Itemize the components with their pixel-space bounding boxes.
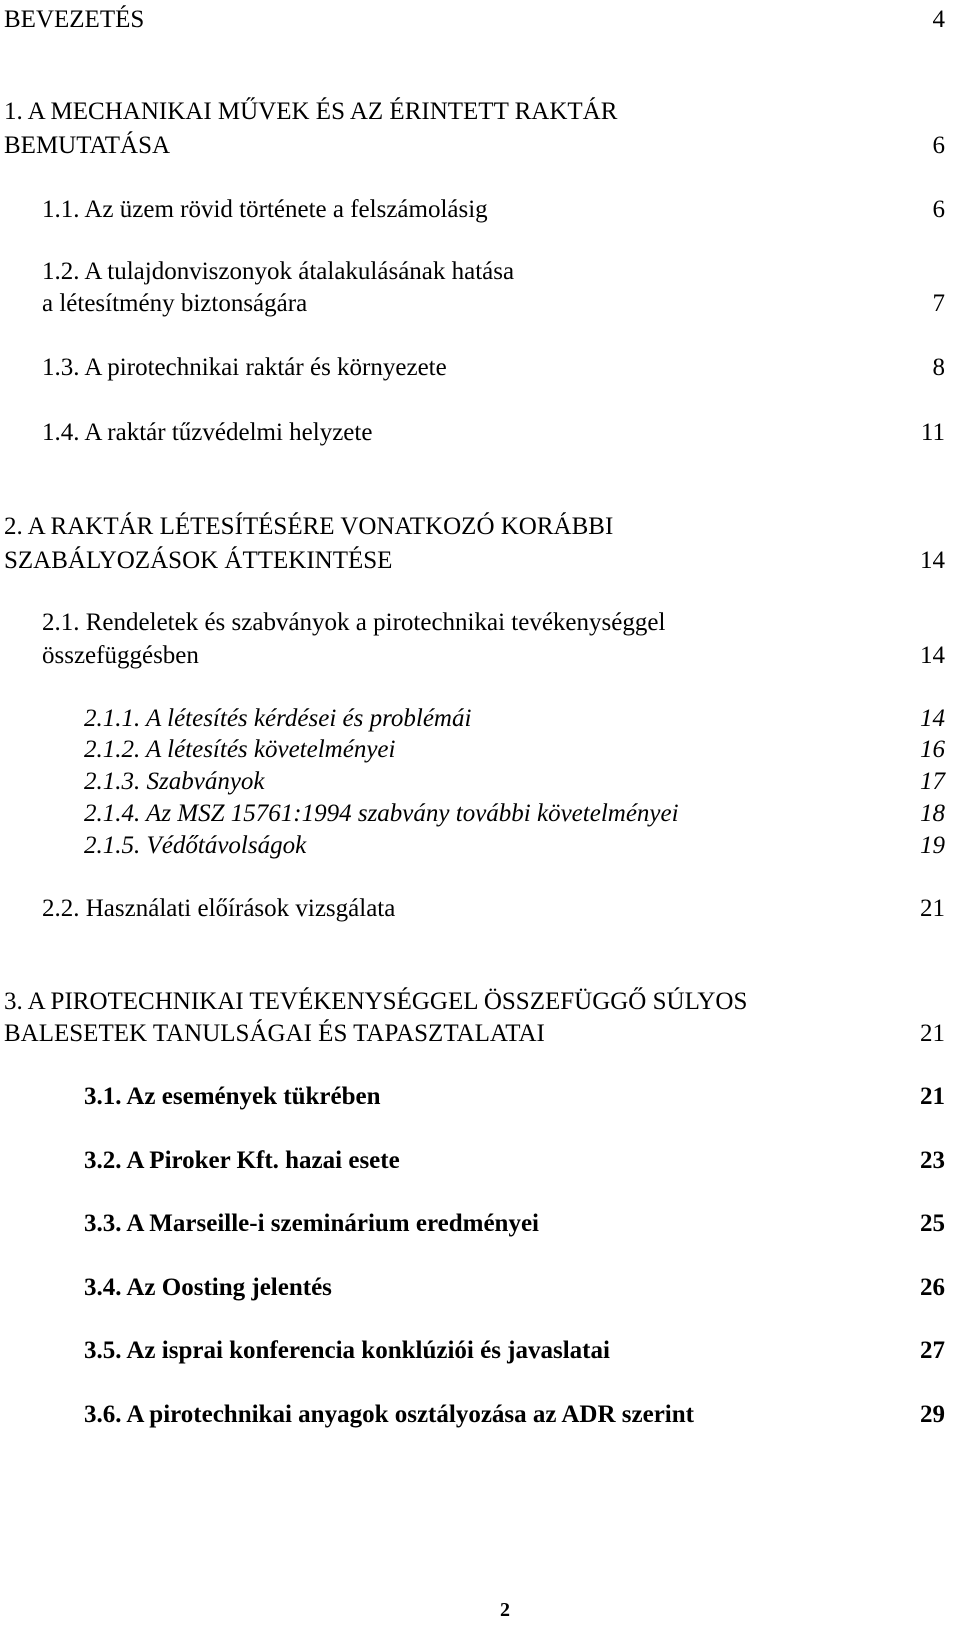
toc-entry-3-title-line2: BALESETEK TANULSÁGAI ÉS TAPASZTALATAI	[4, 1020, 545, 1047]
footer-page-number: 2	[500, 1599, 510, 1621]
toc-entry-2-2-page: 21	[920, 895, 945, 922]
toc-entry-2-1-5-title: 2.1.5. Védőtávolságok	[84, 832, 307, 859]
toc-entry-3-1-page: 21	[920, 1083, 945, 1110]
toc-entry-2-1-title-line1: 2.1. Rendeletek és szabványok a pirotechnikai tevékenységgel	[42, 609, 666, 636]
toc-entry-2-title-line1: 2. A RAKTÁR LÉTESÍTÉSÉRE VONATKOZÓ KORÁBBI	[4, 513, 614, 540]
toc-entry-2-1-title-line2: összefüggésben	[42, 642, 199, 669]
toc-entry-1-1-page: 6	[932, 196, 945, 223]
toc-entry-1-4-page: 11	[920, 419, 945, 446]
toc-entry-3-1-title: 3.1. Az események tükrében	[84, 1083, 381, 1110]
toc-entry-2-1-3-page: 17	[920, 768, 945, 795]
toc-entry-3-4-title: 3.4. Az Oosting jelentés	[84, 1274, 332, 1301]
toc-entry-3-3-page: 25	[920, 1210, 945, 1237]
toc-entry-2-title-line2: SZABÁLYOZÁSOK ÁTTEKINTÉSE	[4, 547, 393, 574]
toc-entry-2-page: 14	[920, 547, 945, 574]
toc-entry-2-1-1-page: 14	[920, 705, 945, 732]
toc-entry-2-1-5-page: 19	[920, 832, 945, 859]
toc-entry-3-2-page: 23	[920, 1147, 945, 1174]
toc-entry-2-1-2-page: 16	[920, 736, 945, 763]
toc-entry-3-page: 21	[920, 1020, 945, 1047]
toc-entry-3-4-page: 26	[920, 1274, 945, 1301]
toc-entry-2-1-1-title: 2.1.1. A létesítés kérdései és problémái	[84, 705, 472, 732]
toc-entry-1-3-page: 8	[932, 354, 945, 381]
toc-entry-2-1-2-title: 2.1.2. A létesítés követelményei	[84, 736, 396, 763]
toc-entry-1-2-page: 7	[932, 290, 945, 317]
toc-entry-intro-title: BEVEZETÉS	[4, 6, 145, 33]
toc-entry-1-title-line1: 1. A MECHANIKAI MŰVEK ÉS AZ ÉRINTETT RAKTÁR	[4, 98, 618, 125]
toc-entry-1-1-title: 1.1. Az üzem rövid története a felszámolásig	[42, 196, 488, 223]
toc-entry-2-1-page: 14	[920, 642, 945, 669]
toc-entry-3-5-page: 27	[920, 1337, 945, 1364]
toc-entry-2-1-4-title: 2.1.4. Az MSZ 15761:1994 szabvány további követelményei	[84, 800, 679, 827]
toc-entry-3-5-title: 3.5. Az isprai konferencia konklúziói és javaslatai	[84, 1337, 610, 1364]
toc-entry-1-4-title: 1.4. A raktár tűzvédelmi helyzete	[42, 419, 373, 446]
toc-entry-2-1-3-title: 2.1.3. Szabványok	[84, 768, 265, 795]
toc-entry-1-3-title: 1.3. A pirotechnikai raktár és környezete	[42, 354, 447, 381]
toc-entry-intro-page: 4	[932, 6, 945, 33]
toc-entry-3-6-title: 3.6. A pirotechnikai anyagok osztályozása az ADR szerint	[84, 1401, 694, 1428]
toc-entry-1-page: 6	[932, 132, 945, 159]
toc-entry-1-title-line2: BEMUTATÁSA	[4, 132, 171, 159]
toc-entry-2-2-title: 2.2. Használati előírások vizsgálata	[42, 895, 396, 922]
toc-entry-1-2-title-line1: 1.2. A tulajdonviszonyok átalakulásának hatása	[42, 258, 515, 285]
toc-entry-1-2-title-line2: a létesítmény biztonságára	[42, 290, 308, 317]
toc-entry-3-2-title: 3.2. A Piroker Kft. hazai esete	[84, 1147, 400, 1174]
toc-entry-3-6-page: 29	[920, 1401, 945, 1428]
toc-entry-2-1-4-page: 18	[920, 800, 945, 827]
toc-entry-3-3-title: 3.3. A Marseille-i szeminárium eredményei	[84, 1210, 539, 1237]
toc-entry-3-title-line1: 3. A PIROTECHNIKAI TEVÉKENYSÉGGEL ÖSSZEFÜGGŐ SÚLYOS	[4, 988, 748, 1015]
